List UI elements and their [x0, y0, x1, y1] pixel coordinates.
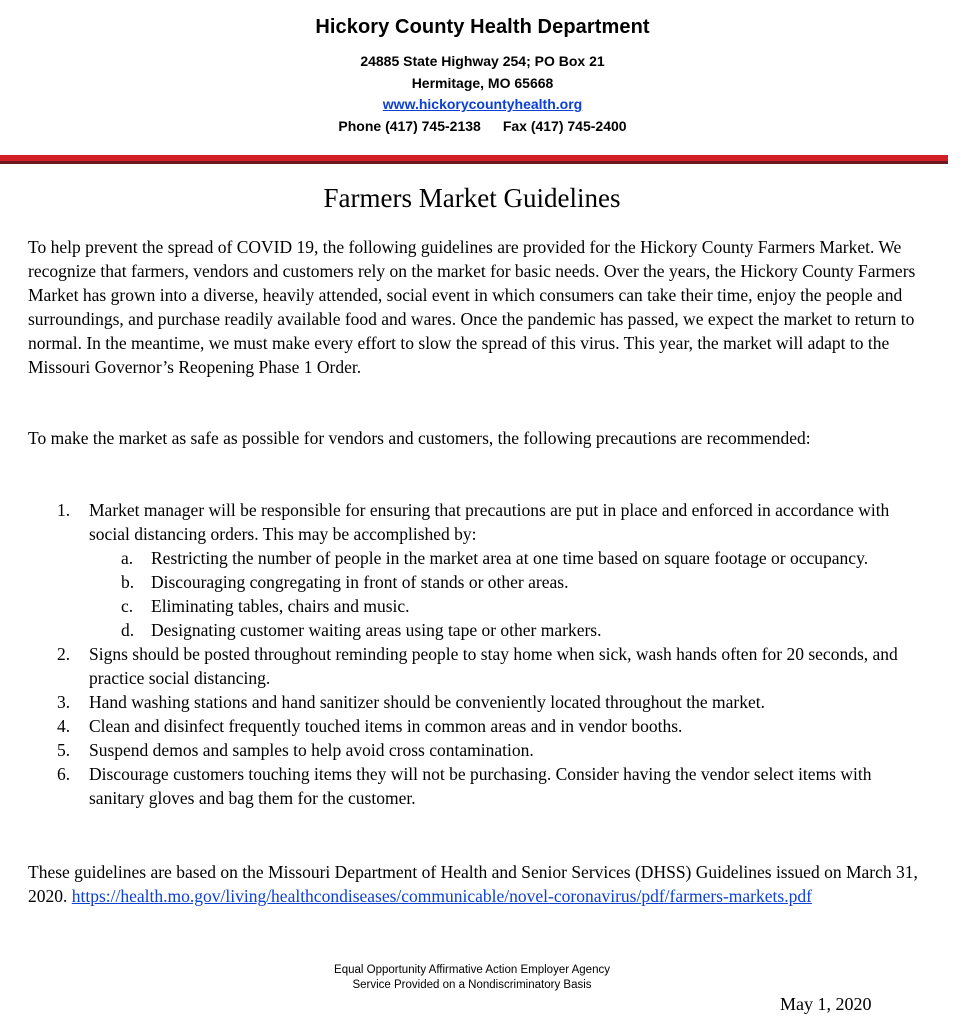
list-item: [28, 738, 928, 762]
list-number: 5.: [57, 740, 71, 760]
sub-list-item: [28, 594, 928, 618]
sub-list-item-text: Designating customer waiting areas using tape or other markers.: [151, 620, 602, 640]
list-item: [28, 762, 928, 810]
footer: [0, 963, 944, 993]
list-item-text: Hand washing stations and hand sanitizer should be conveniently located throughout the market.: [89, 692, 766, 712]
sub-list-letter: a.: [121, 548, 134, 568]
website-link[interactable]: [0, 96, 965, 112]
list-number: 4.: [57, 716, 71, 736]
dhss-guidelines-link[interactable]: https://health.mo.gov/living/healthcondiseases/communicable/novel-coronavirus/pdf/farmers-markets.pdf: [71, 886, 812, 906]
list-item: [28, 642, 928, 690]
header-rule-dark: [0, 161, 948, 164]
document-title: Farmers Market Guidelines: [323, 183, 621, 213]
sub-list-item: [28, 618, 928, 642]
list-number: 1.: [57, 500, 71, 520]
address-line-1: 24885 State Highway 254; PO Box 21: [360, 53, 605, 69]
footer-line-1: Equal Opportunity Affirmative Action Employer Agency: [334, 964, 610, 976]
sub-list-item-text: Discouraging congregating in front of stands or other areas.: [151, 572, 569, 592]
list-item-text: Discourage customers touching items they will not be purchasing. Consider having the vendor select items with sanitary gloves and bag them for the customer.: [89, 764, 872, 808]
footer-line-2: Service Provided on a Nondiscriminatory Basis: [352, 979, 592, 991]
fax-number: Fax (417) 745-2400: [502, 118, 627, 134]
phone-number: Phone (417) 745-2138: [338, 118, 481, 134]
contact-line: [0, 118, 965, 134]
sub-list-item: [28, 570, 928, 594]
list-item-text: Market manager will be responsible for ensuring that precautions are put in place and enforced in accordance with social distancing orders. This may be accomplished by:: [89, 500, 890, 544]
list-item: [28, 714, 928, 738]
closing-text: These guidelines are based on the Missouri Department of Health and Senior Services (DHSS) Guidelines issued on March 31, 2020.: [28, 862, 918, 906]
intro-paragraph: To help prevent the spread of COVID 19, the following guidelines are provided for the Hickory County Farmers Market. We recognize that farmers, vendors and customers rely on the market for basic needs. Over the years, the Hickory County Farmers Market has grown into a diverse, heavily attended, social event in which consumers can take their time, enjoy the people and surroundings, and purchase readily available food and wares. Once the pandemic has passed, we expect the market to return to normal. In the meantime, we must make every effort to slow the spread of this virus. This year, the market will adapt to the Missouri Governor’s Reopening Phase 1 Order.: [28, 237, 916, 377]
list-item: [28, 498, 928, 546]
address-line-2: Hermitage, MO 65668: [411, 75, 554, 91]
precautions-list: [28, 498, 928, 810]
list-number: 2.: [57, 644, 71, 664]
list-item: [28, 690, 928, 714]
list-item-text: Signs should be posted throughout reminding people to stay home when sick, wash hands often for 20 seconds, and practice social distancing.: [89, 644, 898, 688]
list-number: 3.: [57, 692, 71, 712]
sub-list-letter: d.: [121, 620, 135, 640]
website-text[interactable]: www.hickorycountyhealth.org: [382, 96, 583, 112]
sub-list-item-text: Eliminating tables, chairs and music.: [151, 596, 410, 616]
sub-list-item-text: Restricting the number of people in the market area at one time based on square footage or occupancy.: [151, 548, 869, 568]
sub-list-item: [28, 546, 928, 570]
precautions-intro: To make the market as safe as possible for vendors and customers, the following precautions are recommended:: [28, 428, 811, 448]
sub-list-letter: c.: [121, 596, 134, 616]
sub-list-letter: b.: [121, 572, 135, 592]
document-date: May 1, 2020: [780, 994, 872, 1014]
organization-name: Hickory County Health Department: [315, 16, 650, 38]
closing-paragraph: [28, 860, 928, 908]
list-item-text: Suspend demos and samples to help avoid cross contamination.: [89, 740, 534, 760]
list-number: 6.: [57, 764, 71, 784]
list-item-text: Clean and disinfect frequently touched items in common areas and in vendor booths.: [89, 716, 683, 736]
